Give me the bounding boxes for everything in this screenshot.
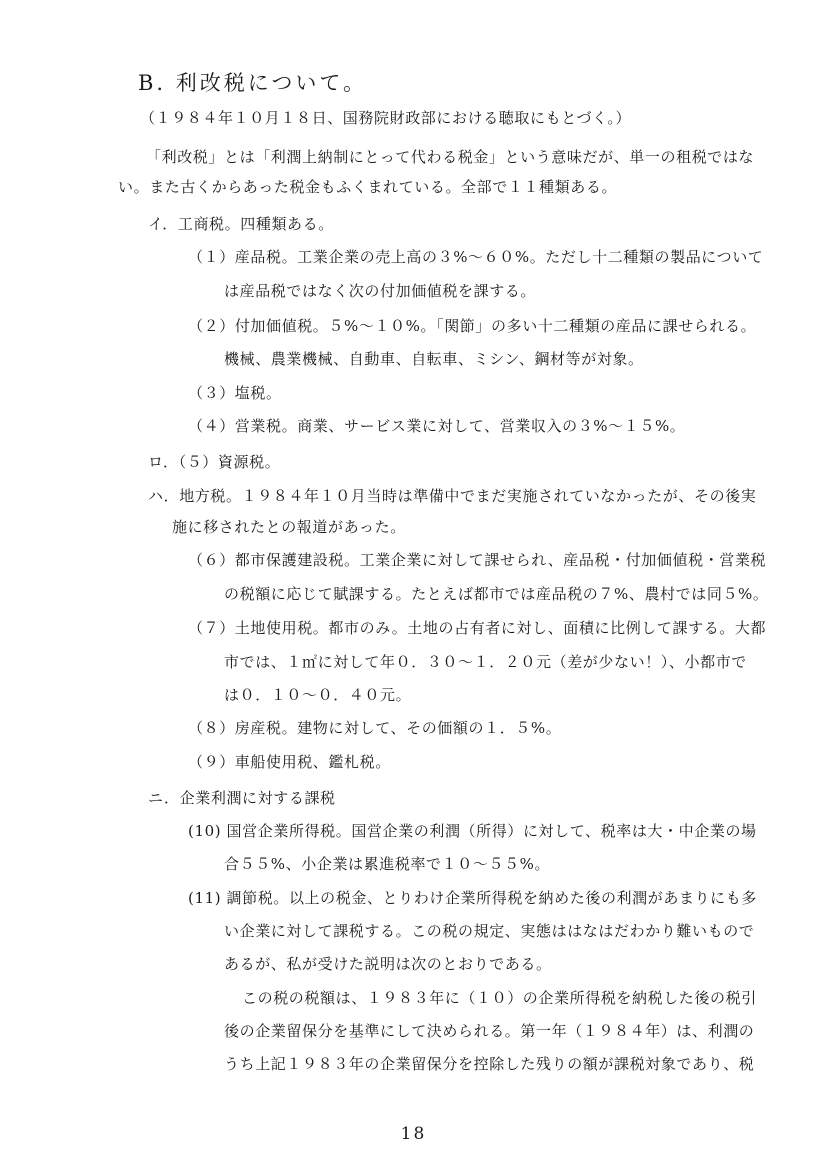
item-11-line-2: い企業に対して課税する。この税の規定、実態ははなはだわかり難いもので — [224, 922, 755, 940]
item-10-line-1: (10) 国営企業所得税。国営企業の利潤（所得）に対して、税率は大・中企業の場 — [188, 822, 757, 840]
section-ha-line-2: 施に移されたとの報道があった。 — [172, 518, 406, 536]
section-ro: ロ．（５）資源税。 — [148, 453, 281, 471]
item-3: （３）塩税。 — [188, 384, 282, 402]
item-4: （４）営業税。商業、サービス業に対して、営業収入の３%～１５%。 — [188, 417, 686, 435]
intro-line-1: 「利改税」とは「利潤上納制にとって代わる税金」という意味だが、単一の租税ではな — [146, 148, 755, 166]
item-6-line-2: の税額に応じて賦課する。たとえば都市では産品税の７%、農村では同５%。 — [224, 585, 769, 603]
item-2-line-2: 機械、農業機械、自動車、自転車、ミシン、鋼材等が対象。 — [224, 350, 644, 368]
section-ha-line-1: ハ．地方税。１９８４年１０月当時は準備中でまだ実施されていなかったが、その後実 — [148, 487, 757, 505]
source-note: （１９８４年１０月１８日、国務院財政部における聴取にもとづく。） — [140, 109, 632, 127]
intro-line-2: い。また古くからあった税金もふくまれている。全部で１１種類ある。 — [118, 178, 618, 196]
section-i-title: イ．工商税。四種類ある。 — [148, 215, 334, 233]
item-11-line-1: (11) 調節税。以上の税金、とりわけ企業所得税を納めた後の利潤があまりにも多 — [188, 889, 757, 907]
item-8: （８）房産税。建物に対して、その価額の１．５%。 — [188, 719, 562, 737]
item-1-line-1: （１）産品税。工業企業の売上高の３%～６０%。ただし十二種類の製品について — [188, 248, 764, 266]
item-1-line-2: は産品税ではなく次の付加価値税を課する。 — [224, 282, 537, 300]
item-9: （９）車船使用税、鑑札税。 — [188, 753, 391, 771]
item-11-para-line-2: 後の企業留保分を基準にして決められる。第一年（１９８４年）は、利潤の — [224, 1022, 755, 1040]
item-11-para-line-3: うち上記１９８３年の企業留保分を控除した残りの額が課税対象であり、税 — [224, 1055, 755, 1073]
item-6-line-1: （６）都市保護建設税。工業企業に対して課せられ、産品税・付加価値税・営業税 — [188, 551, 767, 569]
item-7-line-1: （７）土地使用税。都市のみ。土地の占有者に対し、面積に比例して課する。大都 — [188, 619, 767, 637]
page-number: 18 — [400, 1124, 427, 1144]
item-7-line-2: 市では、１㎡に対して年０．３０～１．２０元（差が少ない！）、小都市で — [224, 653, 747, 671]
item-11-para-line-1: この税の税額は、１９８３年に（１０）の企業所得税を納税した後の税引 — [242, 989, 757, 1007]
item-7-line-3: は０．１０～０．４０元。 — [224, 686, 412, 704]
section-heading: B. 利改税について。 — [138, 71, 367, 95]
item-10-line-2: 合５５%、小企業は累進税率で１０～５５%。 — [224, 855, 551, 873]
item-11-line-3: あるが、私が受けた説明は次のとおりである。 — [224, 955, 552, 973]
section-ni-title: ニ．企業利潤に対する課税 — [148, 789, 336, 807]
item-2-line-1: （２）付加価値税。５%～１０%。「関節」の多い十二種類の産品に課せられる。 — [188, 317, 757, 335]
